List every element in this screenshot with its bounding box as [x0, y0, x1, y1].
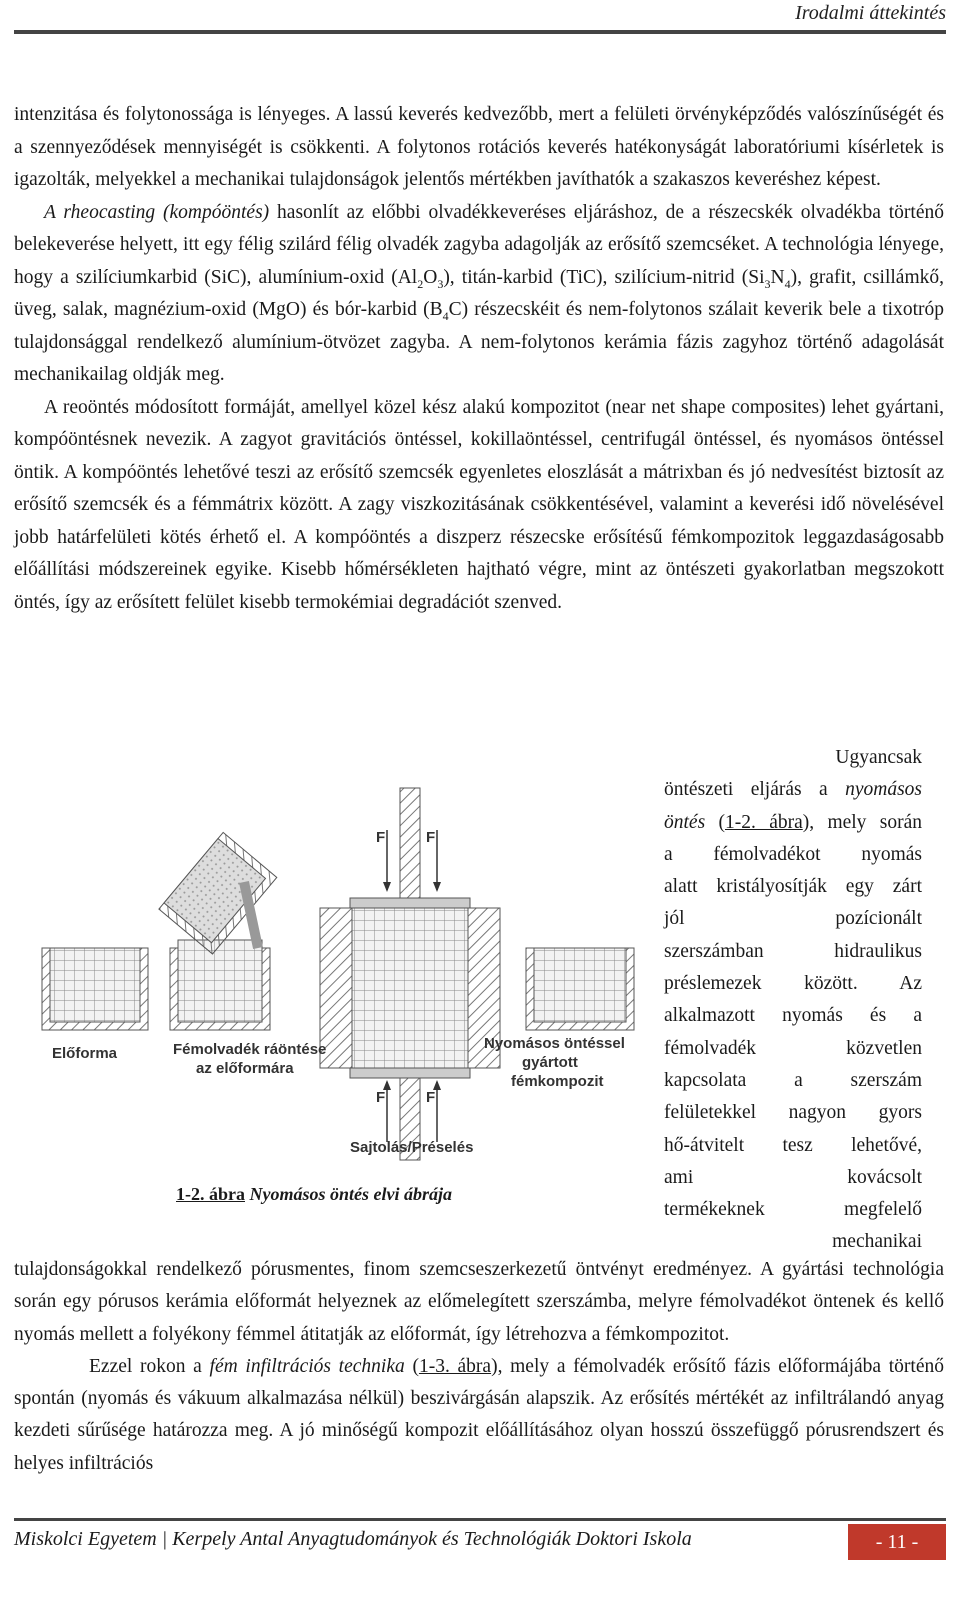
svg-text:F: F — [426, 829, 436, 846]
footer-rule — [14, 1518, 946, 1521]
caption-number: 1-2. ábra — [176, 1184, 245, 1204]
paragraph-1: intenzitása és folytonossága is lényeges. A lassú keverés kedvezőbb, mert a felületi örvényképződés valószínűségét és a szennyeződések mennyiségét is csökkenti. A folytonos rotációs keverés hatékonyságát laboratóriumi kísérletek is igazolták, melyekkel a mechanikai tulajdonságok jelentős mértékben javíthatók a szakaszos keveréshez képest. — [14, 104, 944, 190]
label-pour-1: Fémolvadék ráöntése — [173, 1041, 327, 1058]
footer-university: Miskolci Egyetem | Kerpely Antal Anyagtudományok és Technológiák Doktori Iskola — [14, 1528, 692, 1550]
pouring-mold — [159, 832, 277, 1030]
press-assembly — [320, 788, 500, 1160]
page-footer — [14, 1518, 946, 1578]
figure-1-2 — [14, 770, 654, 1230]
figure-ref-link[interactable]: 1-2. ábra — [725, 811, 803, 833]
paragraph-2: A rheocasting (kompóöntés) hasonlít az előbbi olvadékkeveréses eljáráshoz, de a részecskék olvadékba történő belekeverése helyett, itt egy félig szilárd félig olvadék zagyba adagolják az erősítő szemcséket. A technológia lényege, hogy a szilíciumkarbid (SiC), alumínium-oxid $(Al_2O_3)$, titán-karbid (TiC), szilícium-nitrid $(Si_3N_4)$, grafit, csillámkő, üveg, salak, magnézium-oxid (MgO) és bór-karbid $(B_4C)$ részecskéit és nem-folytonos szálait keverik bele a tixotróp tulajdonsággal rendelkező alumínium-ötvözet zagyba. A nem-folytonos kerámia fázis zagyhoz történő adagolását mechanikailag oldják meg. — [14, 201, 944, 385]
svg-text:F: F — [376, 1089, 386, 1106]
svg-text:F: F — [426, 1089, 436, 1106]
preform-container — [42, 948, 148, 1030]
body-text-top — [14, 99, 944, 619]
page-number: - 11 - — [848, 1524, 946, 1560]
rheocasting-term: A rheocasting (kompóöntés) — [44, 201, 270, 223]
page-header — [14, 0, 946, 34]
label-preform: Előforma — [52, 1045, 118, 1062]
figure-ref-link-2[interactable]: 1-3. ábra — [418, 1355, 492, 1377]
label-result-2: gyártott — [522, 1054, 578, 1071]
label-result-1: Nyomásos öntéssel — [484, 1035, 625, 1052]
header-title: Irodalmi áttekintés — [795, 2, 946, 24]
body-text-bottom — [14, 1254, 944, 1480]
pressure-casting-diagram — [14, 770, 654, 1180]
header-rule — [14, 30, 946, 34]
paragraph-3: A reoöntés módosított formáját, amellyel közel kész alakú kompozitot (near net shape composites) lehet gyártani, kompóöntésnek nevezik. A zagyot gravitációs öntéssel, kokillaöntéssel, centrifugál öntéssel, és nyomásos öntéssel öntik. A kompóöntés lehetővé teszi az erősítő szemcsék egyenletes eloszlását a mátrixban és jó nedvesítést biztosít az erősítő szemcsék és a fémmátrix között. A zagy viszkozitásának csökkentésével, valamint a keverési idő növelésével jobb határfelületi kötés érhető el. A kompóöntés a diszperz részecske erősítésű fémkompozitok leggazdaságosabb előállítási módszereinek egyike. Kisebb hőmérsékleten hajtható végre, mint az öntészeti gyakorlatban megszokott öntés, így az erősített felület kisebb termokémiai degradációt szenved. — [14, 396, 944, 613]
paragraph-4: tulajdonságokkal rendelkező pórusmentes, finom szemcseszerkezetű öntvényt eredményez. A gyártási technológia során egy pórusos kerámia előformát helyeznek az előmelegített szerszámba, melyre fémolvadékot öntenek és kellő nyomás mellett a folyékony fémmel átitatják az előformát, így létrehozva a fémkompozitot. — [14, 1259, 944, 1345]
paragraph-5: Ezzel rokon a fém infiltrációs technika (1-3. ábra), mely a fémolvadék erősítő fázis előformájába történő spontán (nyomás és vákuum alkalmazása nélkül) beszivárgásán alapszik. Az erősítés mértékét az infiltrálandó anyag kezdeti sűrűsége határozza meg. A jó minőségű kompozit előállításához olyan hosszú összefüggő pórusrendszert és helyes infiltrációs — [14, 1355, 944, 1474]
caption-text: Nyomásos öntés elvi ábrája — [245, 1184, 452, 1204]
label-press: Sajtolás/Préselés — [350, 1139, 474, 1156]
result-composite — [526, 948, 634, 1030]
label-pour-2: az előformára — [196, 1060, 294, 1077]
label-result-3: fémkompozit — [511, 1073, 604, 1090]
side-text: Ugyancsak öntészeti eljárás a nyomásos öntés (1-2. ábra), mely során a fémolvadékot nyomás alatt kristályosítják egy zárt jól pozícionált szerszámban hidraulikus préslemezek között. Az alkalmazott nyomás és a fémolvadék közvetlen kapcsolata a szerszám felületekkel nagyon gyors hő-átvitelt tesz lehetővé, ami kovácsolt termékeknek megfelelő mechanikai — [664, 747, 922, 1253]
force-label: F — [376, 829, 386, 846]
figure-caption — [176, 1184, 452, 1205]
